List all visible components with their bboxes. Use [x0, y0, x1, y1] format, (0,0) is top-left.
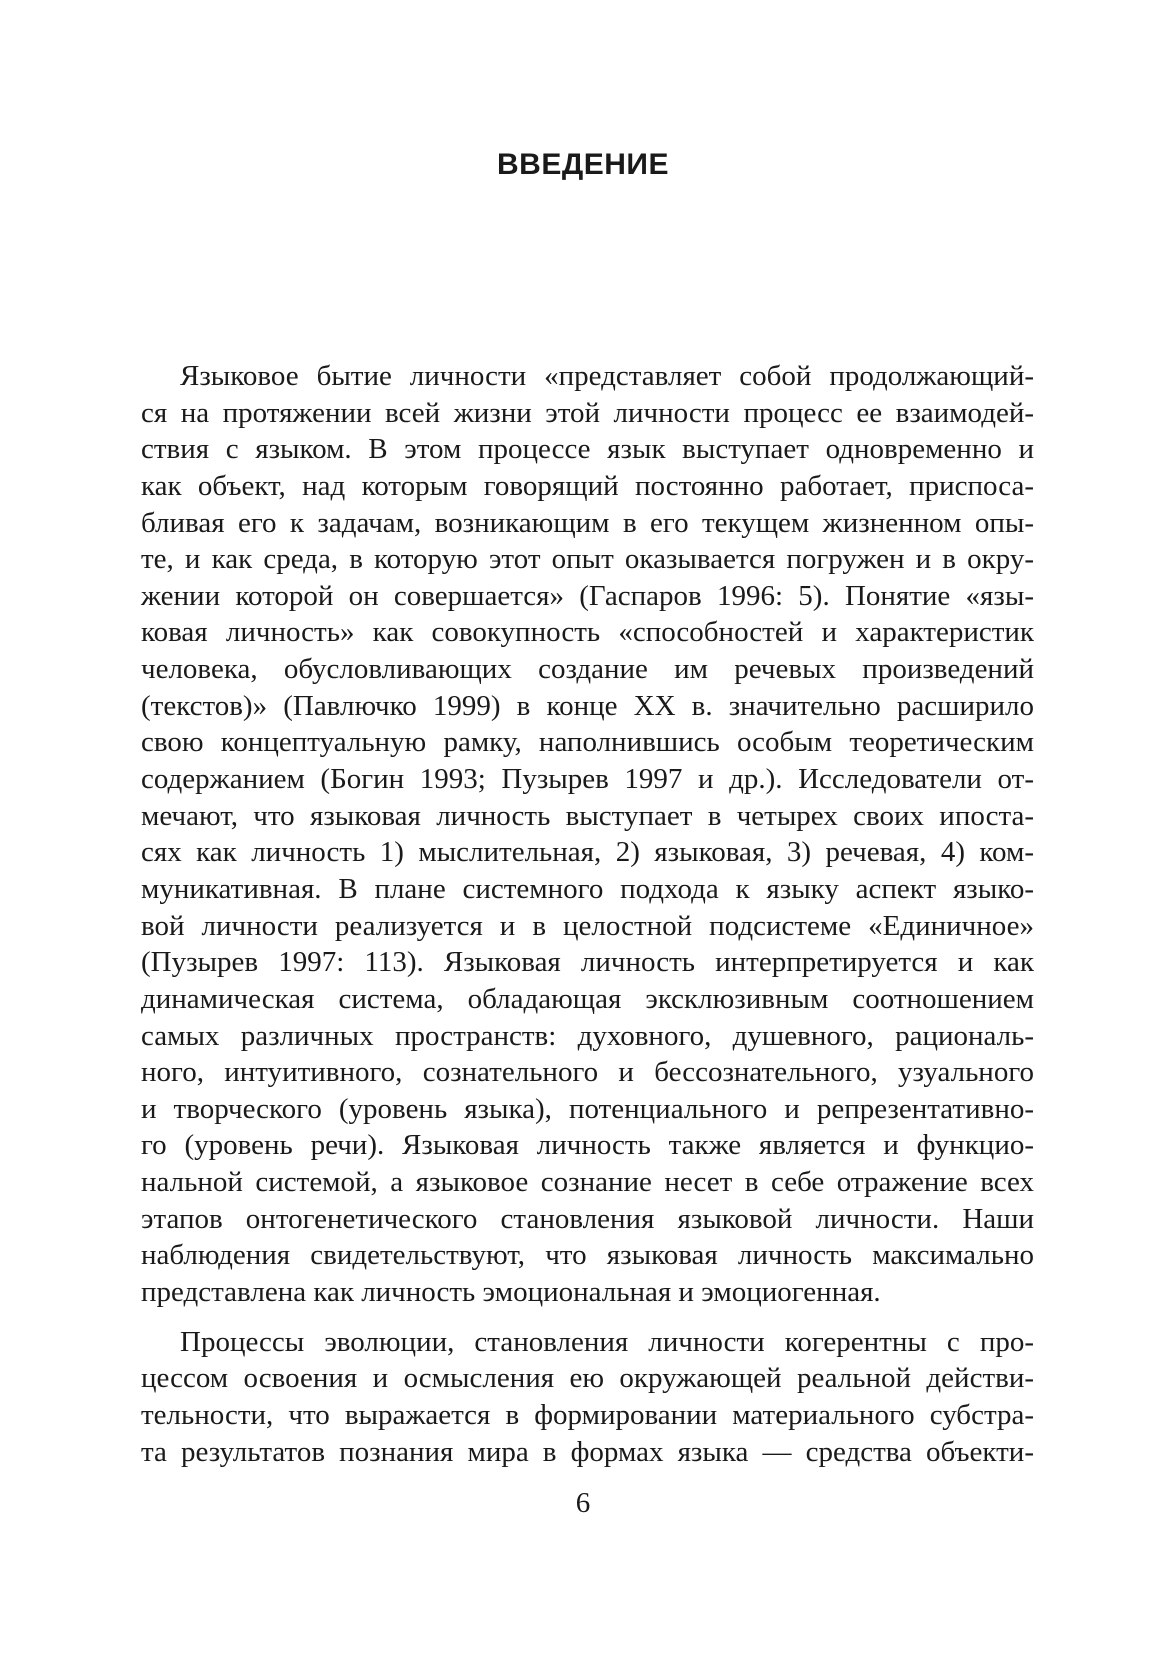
text-line: самых различных пространств: духовного, душевного, рациональ-	[141, 1019, 1034, 1052]
page-number: 6	[575, 1487, 591, 1519]
text-line: (Пузырев 1997: 113). Языковая личность интерпретируется и как	[141, 946, 1034, 979]
text-line: вой личности реализуется и в целостной подсистеме «Единичное»	[141, 909, 1034, 942]
text-line: нальной системой, а языковое сознание несет в себе отражение всех	[141, 1166, 1034, 1199]
paragraph-gap	[141, 1311, 1034, 1324]
body-text	[141, 358, 1034, 1470]
text-line: динамическая система, обладающая эксклюзивным соотношением	[141, 982, 1034, 1015]
text-line: ся на протяжении всей жизни этой личности процесс ее взаимодей-	[141, 396, 1034, 429]
text-line: как объект, над которым говорящий постоянно работает, приспоса-	[141, 469, 1034, 502]
text-line: этапов онтогенетического становления языковой личности. Наши	[141, 1202, 1034, 1235]
text-line: ствия с языком. В этом процессе язык выступает одновременно и	[141, 433, 1034, 466]
text-line: муникативная. В плане системного подхода к языку аспект языко-	[141, 872, 1034, 905]
text-line: содержанием (Богин 1993; Пузырев 1997 и др.). Исследователи от-	[141, 763, 1034, 796]
text-line: го (уровень речи). Языковая личность также является и функцио-	[141, 1129, 1034, 1162]
text-line: (текстов)» (Павлючко 1999) в конце XX в. значительно расширило	[141, 689, 1034, 722]
text-line: и творческого (уровень языка), потенциального и репрезентативно-	[141, 1092, 1034, 1125]
text-line: жении которой он совершается» (Гаспаров 1996: 5). Понятие «язы-	[141, 579, 1034, 612]
text-line: мечают, что языковая личность выступает в четырех своих ипоста-	[141, 799, 1034, 832]
text-line: сях как личность 1) мыслительная, 2) языковая, 3) речевая, 4) ком-	[141, 836, 1034, 869]
text-line: Процессы эволюции, становления личности когерентны с про-	[180, 1325, 1034, 1358]
text-line: человека, обусловливающих создание им речевых произведений	[141, 653, 1034, 686]
text-line: та результатов познания мира в формах языка — средства объекти-	[141, 1435, 1034, 1468]
text-line: те, и как среда, в которую этот опыт оказывается погружен и в окру-	[141, 543, 1034, 576]
text-line: свою концептуальную рамку, наполнившись особым теоретическим	[141, 726, 1034, 759]
text-line: ковая личность» как совокупность «способностей и характеристик	[141, 616, 1034, 649]
section-heading: ВВЕДЕНИЕ	[497, 148, 669, 181]
text-line: наблюдения свидетельствуют, что языковая личность максимально	[141, 1239, 1034, 1272]
text-line: представлена как личность эмоциональная и эмоциогенная.	[141, 1276, 881, 1309]
text-line: тельности, что выражается в формировании материального субстра-	[141, 1398, 1034, 1431]
text-line: ного, интуитивного, сознательного и бессознательного, узуального	[141, 1056, 1034, 1089]
text-line: Языковое бытие личности «представляет собой продолжающий-	[180, 360, 1034, 392]
text-line: бливая его к задачам, возникающим в его текущем жизненном опы-	[141, 506, 1034, 539]
text-line: цессом освоения и осмысления ею окружающей реальной действи-	[141, 1362, 1034, 1395]
